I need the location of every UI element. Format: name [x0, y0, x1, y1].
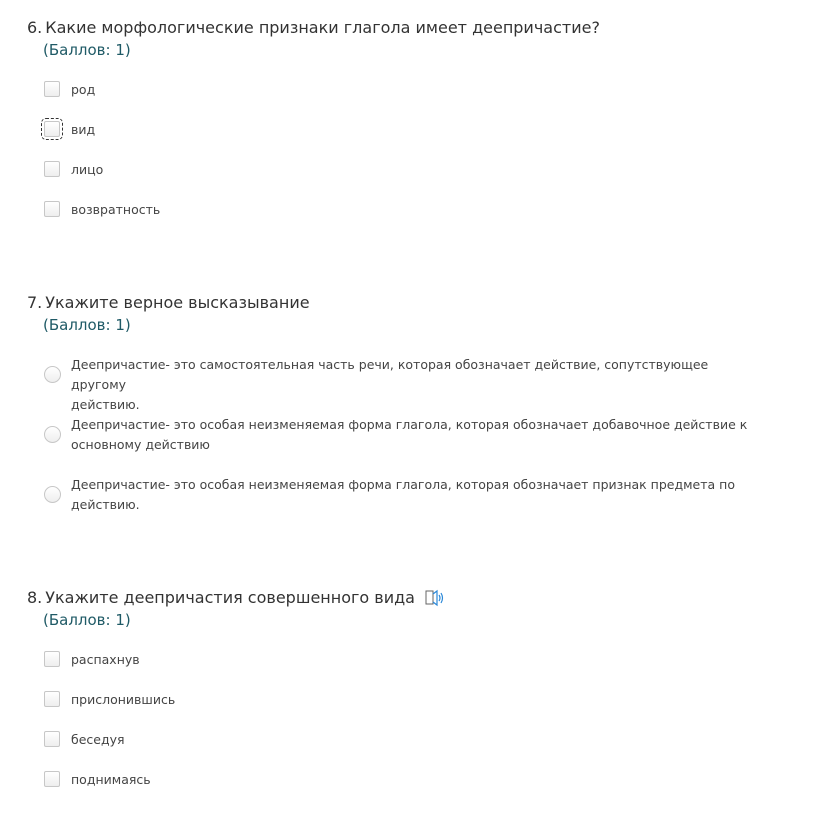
option-label: распахнув [71, 652, 140, 667]
question-7-title [27, 293, 310, 313]
option-label: лицо [71, 162, 104, 177]
checkbox[interactable] [44, 771, 60, 787]
question-7 [0, 293, 813, 523]
option-label [71, 415, 747, 455]
option-label-line: Деепричастие- это особая неизменяемая форма глагола, которая обозначает добавочное действие к [71, 417, 748, 432]
question-8 [0, 588, 813, 798]
question-points: (Баллов: 1) [43, 316, 131, 334]
option-label: прислонившись [71, 692, 176, 707]
question-6-title [27, 18, 600, 38]
question-8-title [27, 588, 446, 608]
option-label-line: Деепричастие- это самостоятельная часть речи, которая обозначает действие, сопутствующее другому [71, 357, 709, 392]
checkbox[interactable] [44, 691, 60, 707]
question-number: 8. [27, 588, 43, 607]
option-label [71, 475, 735, 515]
question-text: Укажите верное высказывание [45, 293, 310, 312]
option-label [71, 355, 764, 415]
radio-button[interactable] [44, 426, 61, 443]
question-number: 6. [27, 18, 43, 37]
option-label-line: действию. [71, 397, 140, 412]
question-text: Укажите деепричастия совершенного вида [45, 588, 415, 607]
question-6 [0, 18, 813, 228]
radio-button[interactable] [44, 366, 61, 383]
question-text: Какие морфологические признаки глагола имеет деепричастие? [45, 18, 600, 37]
option-label-line: действию. [71, 497, 140, 512]
checkbox[interactable] [44, 731, 60, 747]
speaker-icon[interactable] [424, 589, 446, 607]
checkbox[interactable] [44, 651, 60, 667]
option-label: вид [71, 122, 96, 137]
radio-button[interactable] [44, 486, 61, 503]
option-label-line: основному действию [71, 437, 210, 452]
checkbox[interactable] [44, 81, 60, 97]
option-label: поднимаясь [71, 772, 151, 787]
option-label: род [71, 82, 96, 97]
checkbox[interactable] [44, 201, 60, 217]
option-label-line: Деепричастие- это особая неизменяемая форма глагола, которая обозначает признак предмета по [71, 477, 735, 492]
checkbox[interactable] [44, 161, 60, 177]
option-label: беседуя [71, 732, 125, 747]
option-label: возвратность [71, 202, 161, 217]
question-number: 7. [27, 293, 43, 312]
checkbox[interactable] [44, 121, 60, 137]
question-points: (Баллов: 1) [43, 611, 131, 629]
question-points: (Баллов: 1) [43, 41, 131, 59]
